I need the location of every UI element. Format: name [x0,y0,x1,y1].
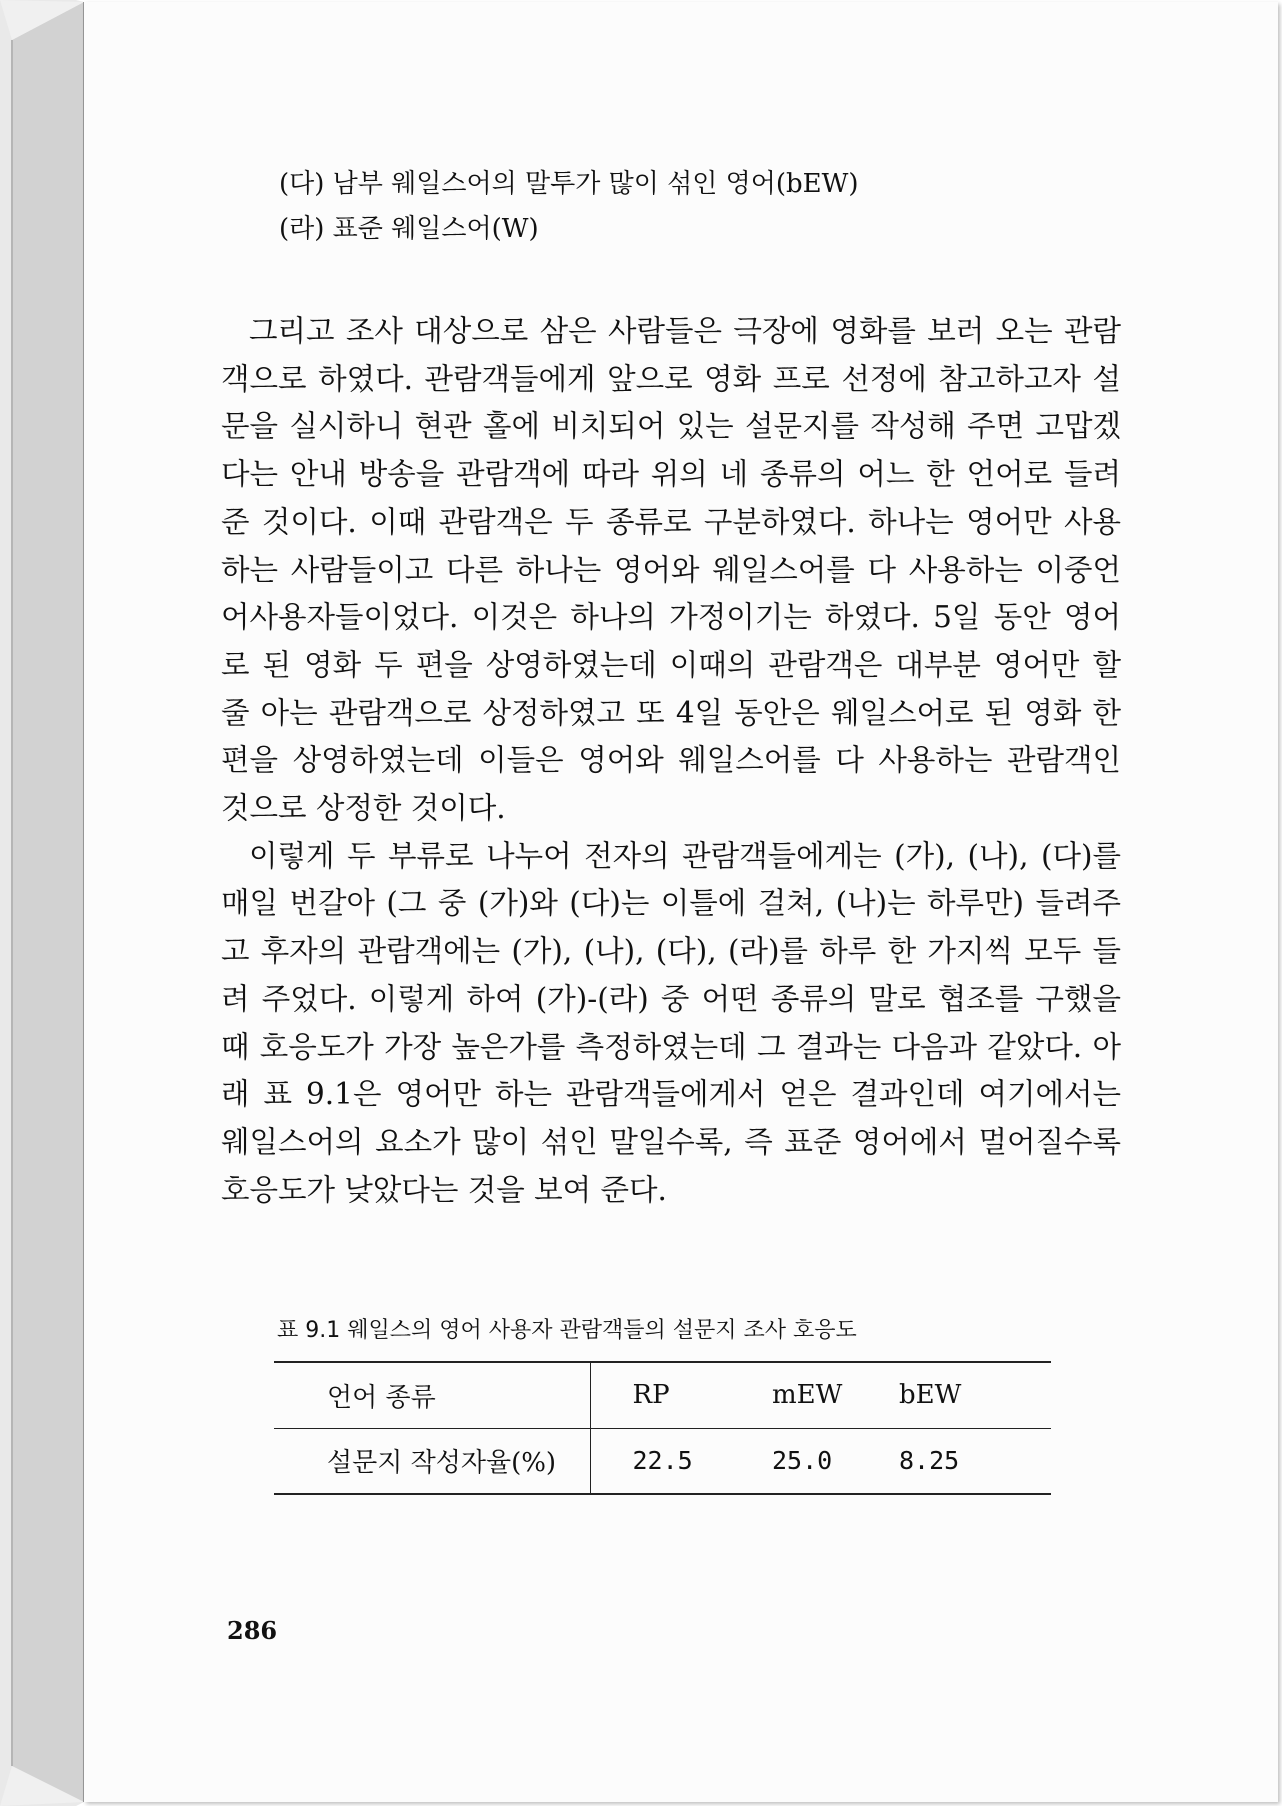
body-text [221,308,1121,1214]
table-header-row [274,1362,1051,1428]
column-header: mEW [772,1380,843,1411]
table-cell: 8.25 [899,1446,960,1476]
survey-response-table [274,1361,1051,1495]
page-number: 286 [227,1616,278,1645]
row-label: 설문지 작성자율(%) [274,1428,590,1494]
list-item: (다) 남부 웨일스어의 말투가 많이 섞인 영어(bEW) [279,169,859,199]
column-header: 언어 종류 [274,1362,590,1428]
list-item: (라) 표준 웨일스어(W) [279,214,539,244]
column-header: bEW [899,1380,962,1411]
paragraph: 이렇게 두 부류로 나누어 전자의 관람객들에게는 (가), (나), (다)를 매일 번갈아 (그 중 (가)와 (다)는 이틀에 걸쳐, (나)는 하루만) 들려주고 후자의 관람객에는 (가), (나), (다), (라)를 하루 한 가지씩 모두 들려 주었다. 이렇게 하여 (가)-(라) 중 어떤 종류의 말로 협조를 구했을 때 호응도가 가장 높은가를 측정하였는데 그 결과는 다음과 같았다. 아래 표 9.1은 영어만 하는 관람객들에게서 얻은 결과인데 여기에서는 웨일스어의 요소가 많이 섞인 말일수록, 즉 표준 영어에서 멀어질수록 호응도가 낮았다는 것을 보여 준다. [221,838,1121,1207]
language-variety-list [279,162,858,252]
table-caption: 표 9.1 웨일스의 영어 사용자 관람객들의 설문지 조사 호응도 [277,1318,857,1343]
paragraph: 그리고 조사 대상으로 삼은 사람들은 극장에 영화를 보러 오는 관람객으로 하였다. 관람객들에게 앞으로 영화 프로 선정에 참고하고자 설문을 실시하니 현관 홀에 비치되어 있는 설문지를 작성해 주면 고맙겠다는 안내 방송을 관람객에 따라 위의 네 종류의 어느 한 언어로 들려준 것이다. 이때 관람객은 두 종류로 구분하였다. 하나는 영어만 사용하는 사람들이고 다른 하나는 영어와 웨일스어를 다 사용하는 이중언어사용자들이었다. 이것은 하나의 가정이기는 하였다. 5일 동안 영어로 된 영화 두 편을 상영하였는데 이때의 관람객은 대부분 영어만 할 줄 아는 관람객으로 상정하였고 또 4일 동안은 웨일스어로 된 영화 한 편을 상영하였는데 이들은 영어와 웨일스어를 다 사용하는 관람객인 것으로 상정한 것이다. [221,314,1121,826]
table-cell: 25.0 [772,1446,833,1476]
table-cell: 22.5 [632,1446,693,1476]
table-row [274,1428,1051,1494]
column-header: RP [632,1380,670,1411]
